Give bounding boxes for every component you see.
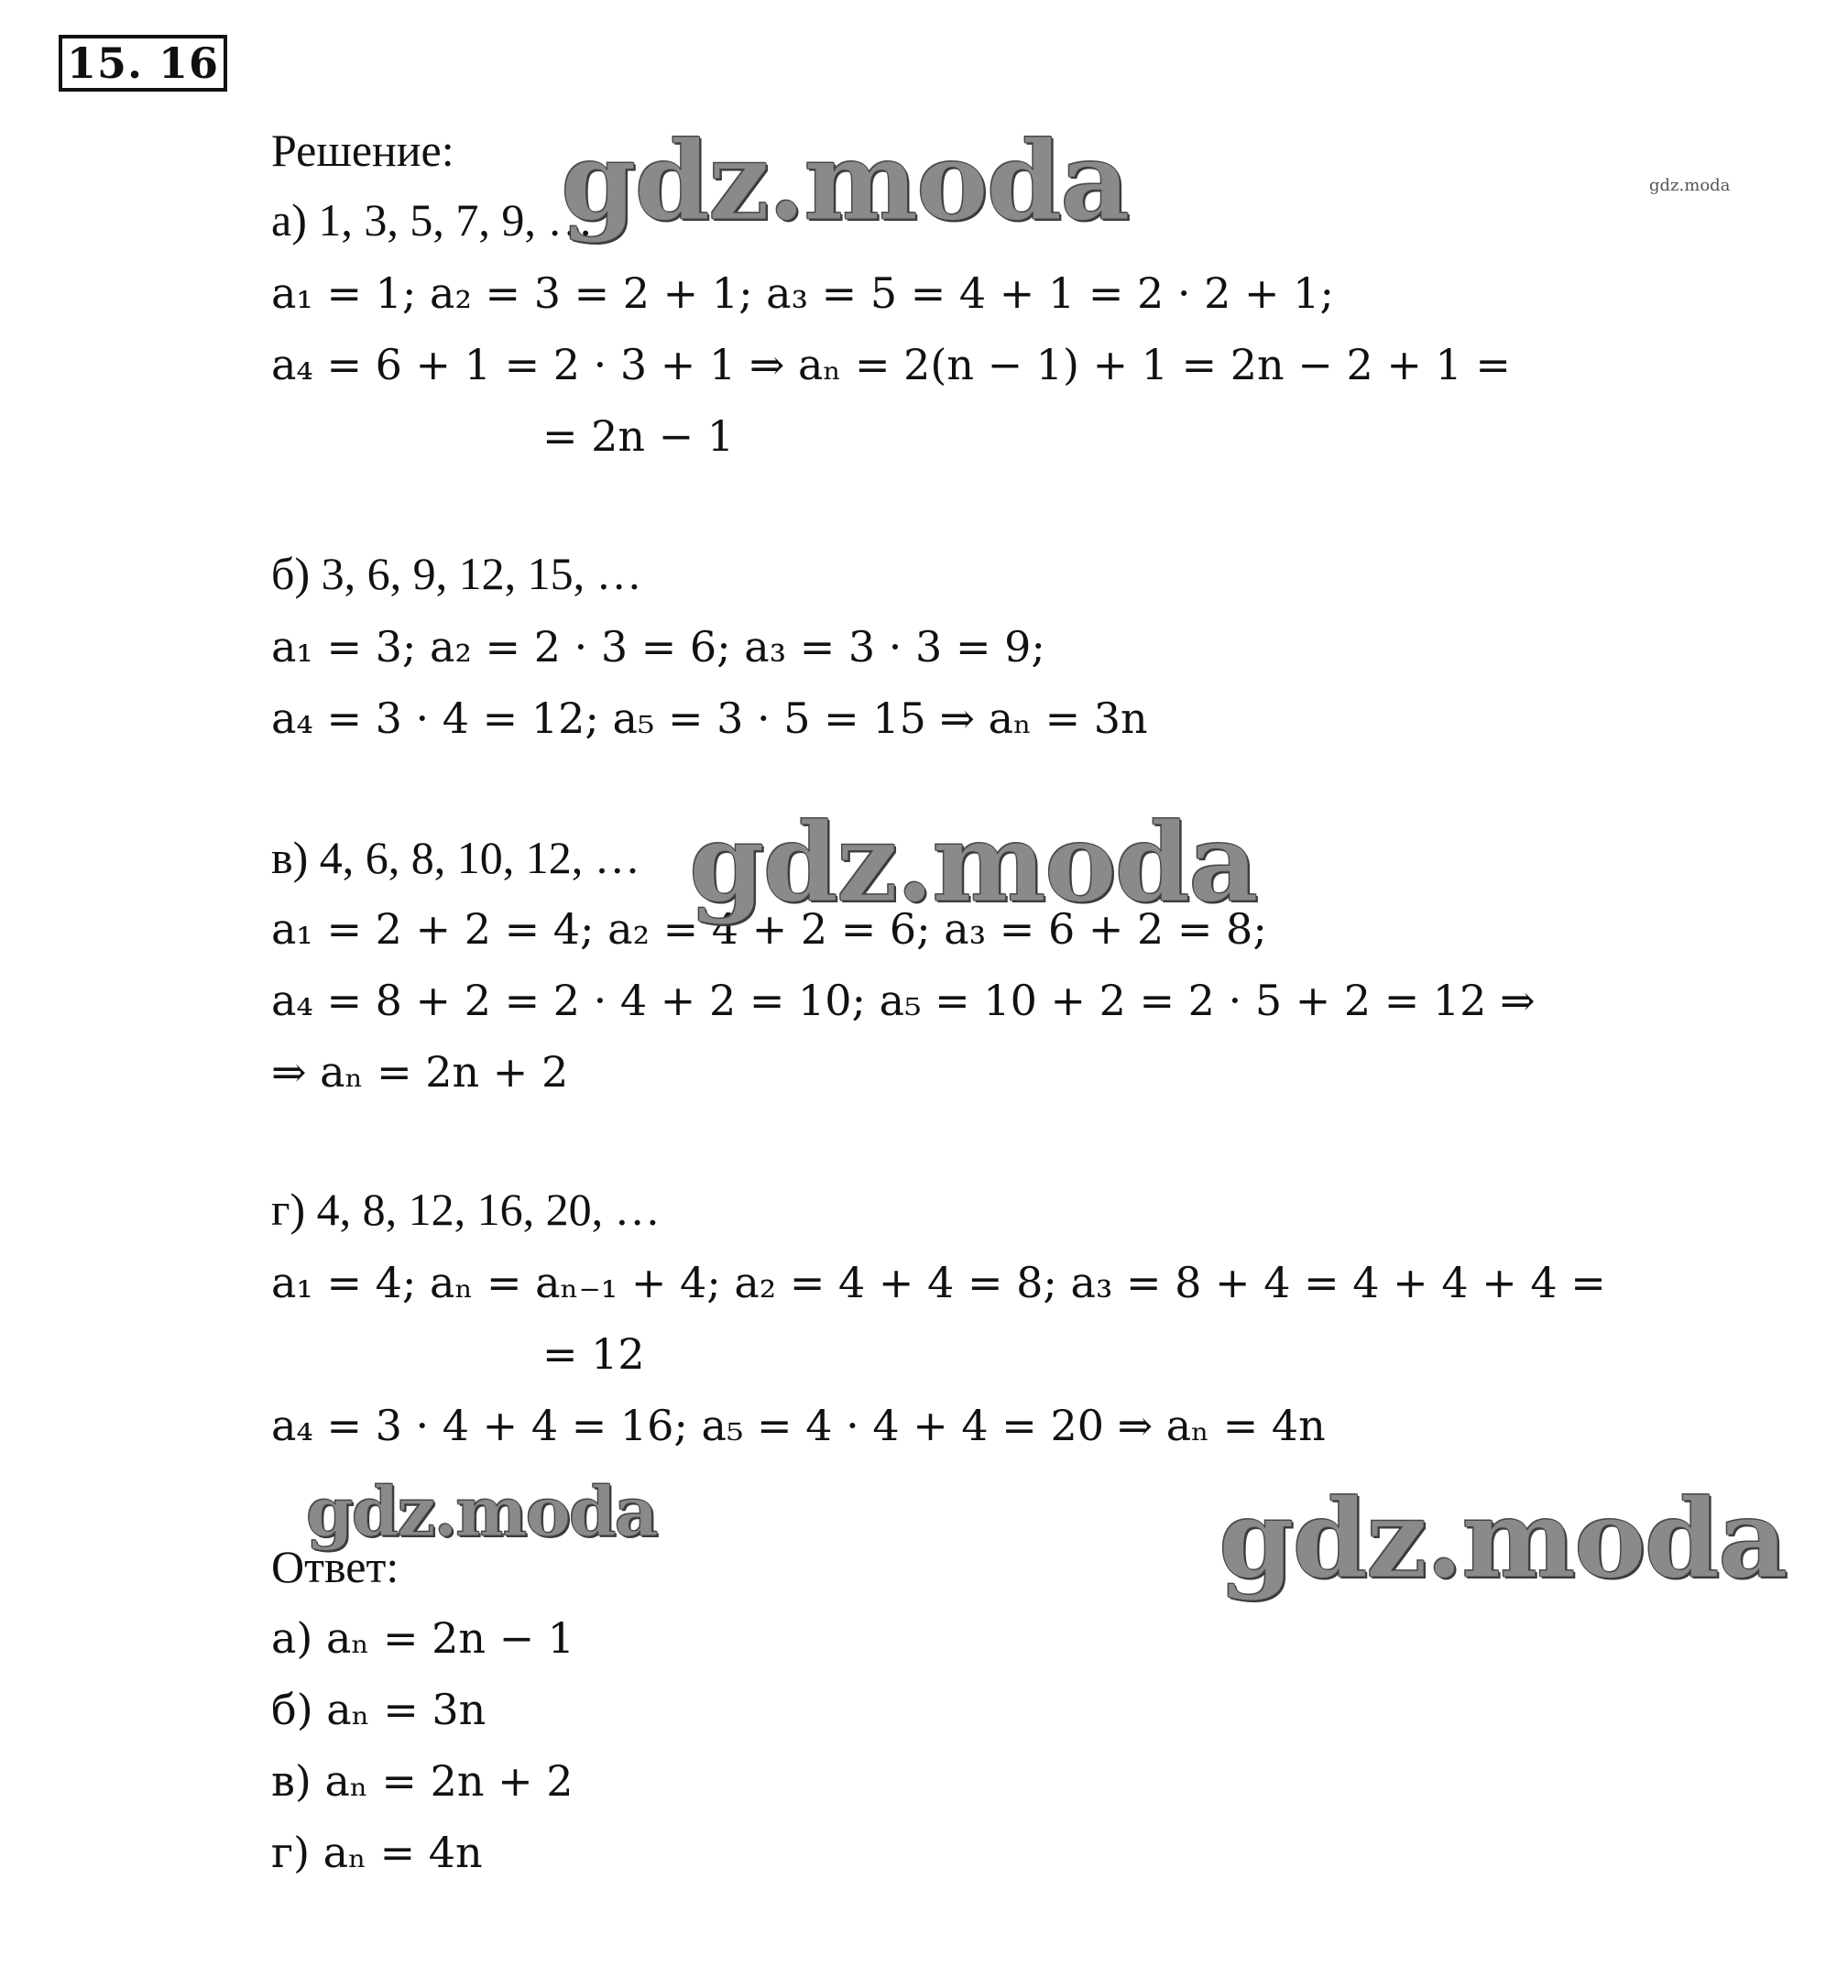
watermark-small: gdz.moda: [1649, 176, 1731, 195]
part-a-line-1: a₁ = 1; a₂ = 3 = 2 + 1; a₃ = 5 = 4 + 1 = 2 · 2 + 1;: [271, 268, 1334, 318]
part-a-header: а) 1, 3, 5, 7, 9, …: [271, 194, 594, 246]
part-g-header: г) 4, 8, 12, 16, 20, …: [271, 1184, 661, 1235]
part-v-header: в) 4, 6, 8, 10, 12, …: [271, 832, 640, 883]
part-g-line-1: a₁ = 4; aₙ = aₙ₋₁ + 4; a₂ = 4 + 4 = 8; a₃ = 8 + 4 = 4 + 4 + 4 =: [271, 1258, 1606, 1307]
answer-a: а) aₙ = 2n − 1: [271, 1613, 575, 1663]
watermark-1: gdz.moda: [561, 117, 1129, 245]
part-v-line-2: a₄ = 8 + 2 = 2 · 4 + 2 = 10; a₅ = 10 + 2 = 2 · 5 + 2 = 12 ⇒: [271, 976, 1536, 1025]
part-b-line-2: a₄ = 3 · 4 = 12; a₅ = 3 · 5 = 15 ⇒ aₙ = 3n: [271, 694, 1148, 743]
part-v-line-3: ⇒ aₙ = 2n + 2: [271, 1047, 569, 1097]
part-b-header: б) 3, 6, 9, 12, 15, …: [271, 548, 642, 599]
solution-label: Решение:: [271, 125, 454, 176]
watermark-4: gdz.moda: [1219, 1475, 1787, 1602]
part-g-line-3: a₄ = 3 · 4 + 4 = 16; a₅ = 4 · 4 + 4 = 20 ⇒ aₙ = 4n: [271, 1401, 1326, 1450]
answer-b: б) aₙ = 3n: [271, 1685, 487, 1734]
watermark-2: gdz.moda: [689, 799, 1257, 926]
answer-g: г) aₙ = 4n: [271, 1828, 483, 1877]
answer-label: Ответ:: [271, 1541, 399, 1592]
problem-number: 15. 16: [59, 35, 227, 92]
answer-v: в) aₙ = 2n + 2: [271, 1756, 574, 1806]
part-v-line-1: a₁ = 2 + 2 = 4; a₂ = 4 + 2 = 6; a₃ = 6 + 2 = 8;: [271, 904, 1267, 954]
part-b-line-1: a₁ = 3; a₂ = 2 · 3 = 6; a₃ = 3 · 3 = 9;: [271, 622, 1045, 672]
part-a-line-3: = 2n − 1: [542, 411, 735, 461]
part-g-line-2: = 12: [542, 1329, 645, 1379]
part-a-line-2: a₄ = 6 + 1 = 2 · 3 + 1 ⇒ aₙ = 2(n − 1) + 1 = 2n − 2 + 1 =: [271, 340, 1511, 389]
watermark-3: gdz.moda: [306, 1473, 657, 1552]
